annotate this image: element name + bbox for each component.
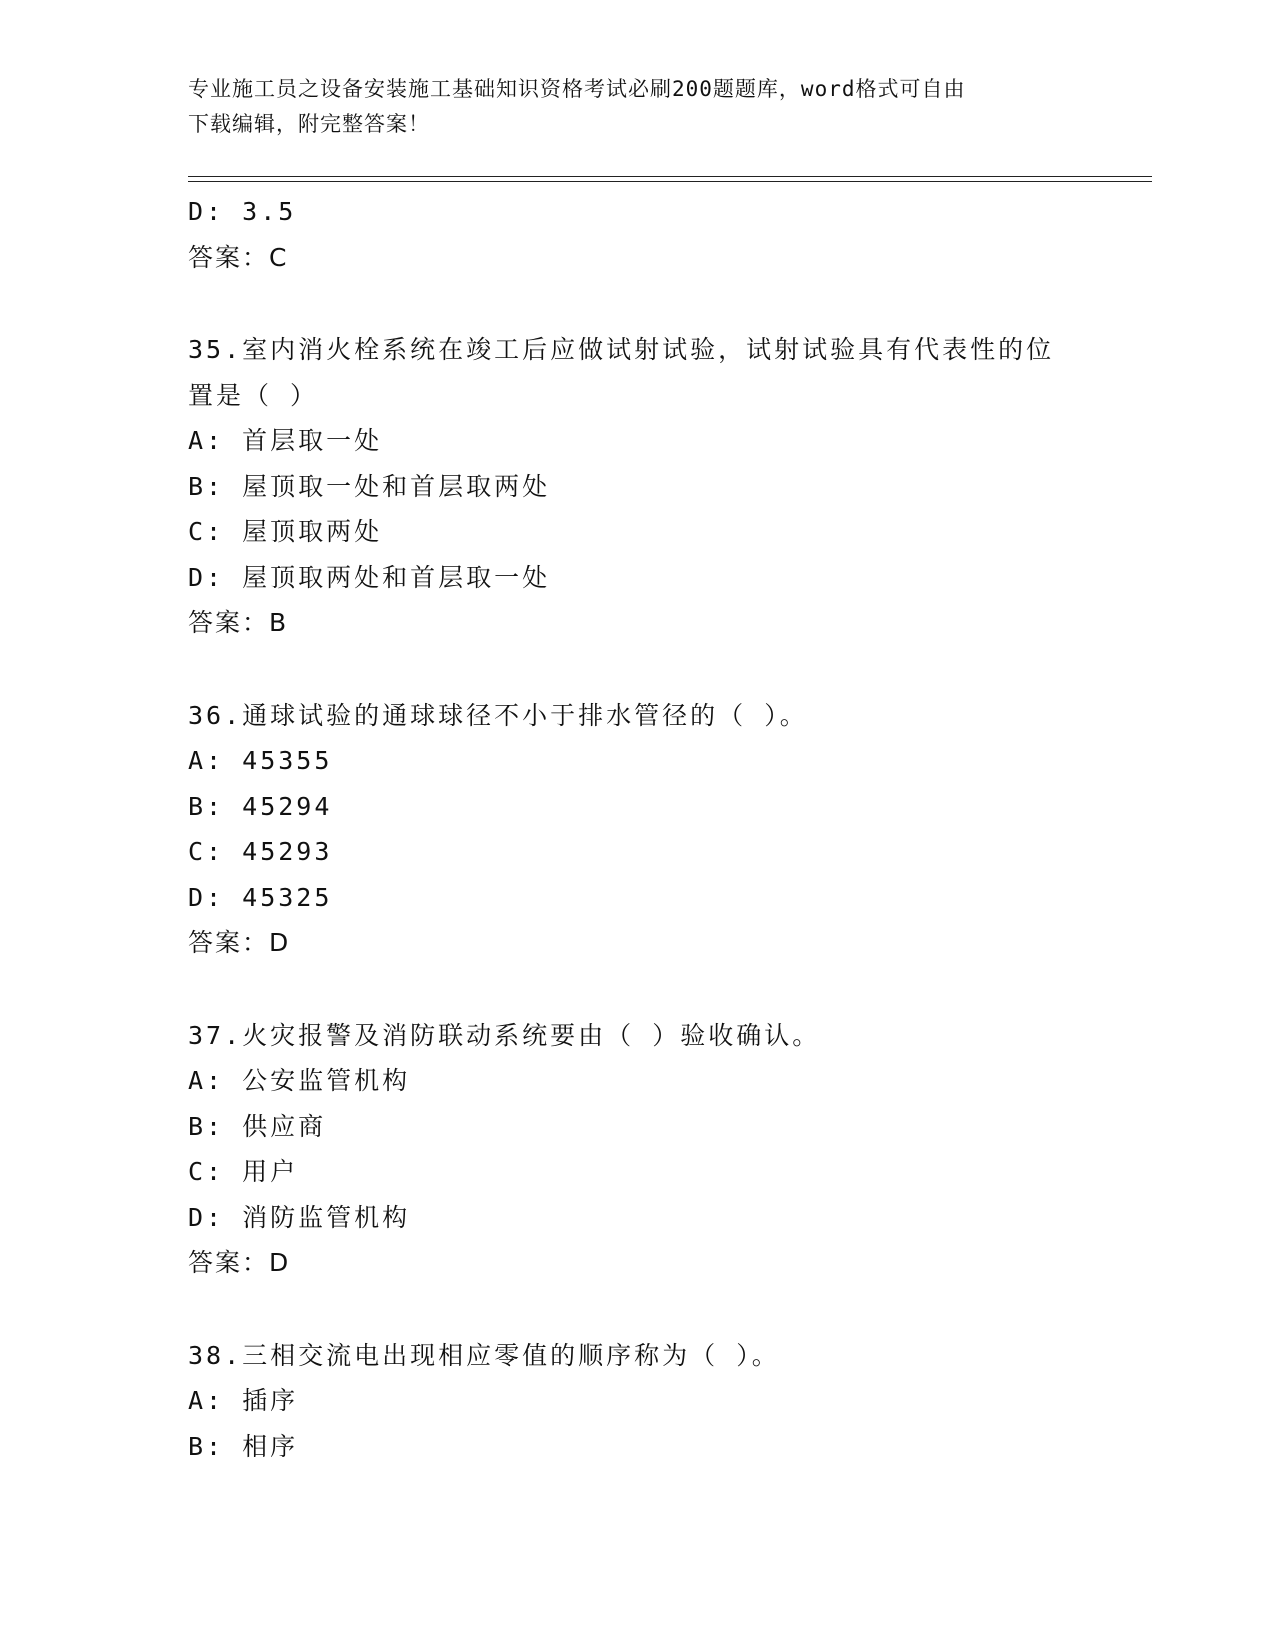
- option-d: D: 3.5: [188, 197, 297, 226]
- option-b: B: 供应商: [188, 1111, 327, 1141]
- option-a: A: 首层取一处: [188, 426, 383, 455]
- spacer: [188, 1286, 1088, 1333]
- header-divider: [188, 176, 1152, 182]
- option-b: B: 相序: [188, 1431, 299, 1461]
- option-a: A: 45355: [188, 746, 333, 775]
- header-title-line-2: 下载编辑，附完整答案！: [188, 112, 430, 136]
- document-header: [188, 72, 1068, 142]
- question-stem: 36.通球试验的通球球径不小于排水管径的（ ）。: [188, 700, 808, 730]
- answer: 答案：B: [188, 608, 289, 637]
- option-c: C: 用户: [188, 1157, 299, 1186]
- question-stem: 37.火灾报警及消防联动系统要由（ ）验收确认。: [188, 1020, 821, 1050]
- option-d: D: 45325: [188, 882, 333, 912]
- question-list: [188, 189, 1088, 1469]
- option-b: B: 屋顶取一处和首层取两处: [188, 471, 551, 501]
- question-37: [188, 1013, 1088, 1286]
- answer: 答案：C: [188, 242, 289, 272]
- option-b: B: 45294: [188, 791, 333, 821]
- option-d: D: 消防监管机构: [188, 1202, 411, 1232]
- option-d: D: 屋顶取两处和首层取一处: [188, 562, 551, 592]
- spacer: [188, 280, 1088, 327]
- answer: 答案：D: [188, 928, 291, 957]
- spacer: [188, 966, 1088, 1013]
- question-stem: 38.三相交流电出现相应零值的顺序称为（ ）。: [188, 1340, 780, 1370]
- question-36: [188, 693, 1088, 966]
- option-c: C: 45293: [188, 837, 333, 866]
- answer: 答案：D: [188, 1248, 291, 1277]
- question-38: [188, 1333, 1088, 1470]
- option-a: A: 插序: [188, 1386, 299, 1415]
- header-title-line-1: 专业施工员之设备安装施工基础知识资格考试必刷200题题库，word格式可自由: [188, 77, 966, 101]
- option-a: A: 公安监管机构: [188, 1066, 411, 1095]
- option-c: C: 屋顶取两处: [188, 517, 383, 546]
- question-stem-continued: 置是（ ）: [188, 380, 319, 410]
- question-35: [188, 327, 1088, 646]
- question-stem: 35.室内消火栓系统在竣工后应做试射试验，试射试验具有代表性的位: [188, 335, 1055, 364]
- spacer: [188, 646, 1088, 693]
